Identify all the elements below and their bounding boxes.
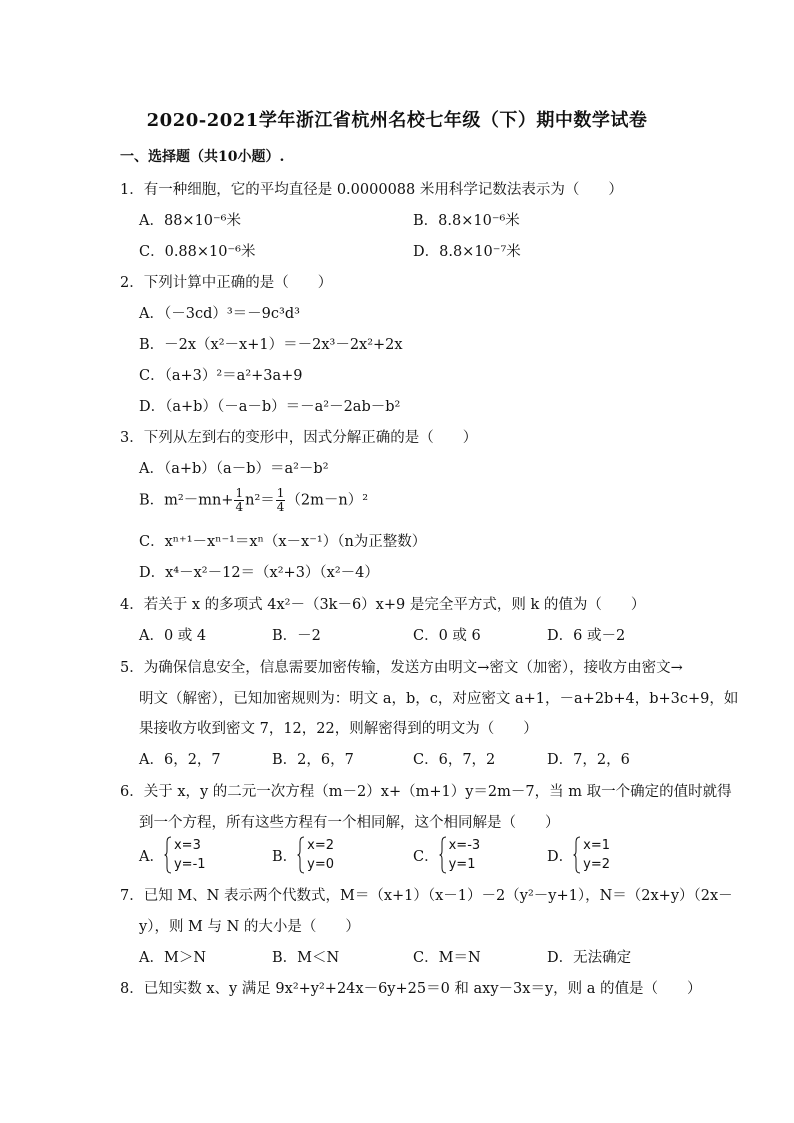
question-7-option-c: C．M＝N <box>413 950 481 966</box>
question-2-stem: 2．下列计算中正确的是（ ） <box>120 275 333 291</box>
equation-system: x=-3 y=1 <box>439 836 481 874</box>
question-3-option-b-part2: n²＝ <box>245 492 275 509</box>
question-3-option-c: C．xⁿ⁺¹－xⁿ⁻¹＝xⁿ（x－x⁻¹）（n为正整数） <box>139 534 427 550</box>
question-8-stem: 8．已知实数 x、y 满足 9x²+y²+24x－6y+25＝0 和 axy－3x＝y，则 a 的值是（ ） <box>120 981 702 997</box>
question-3-option-b-part3: （2m－n）² <box>286 492 369 509</box>
left-brace-icon <box>573 836 581 874</box>
question-6-line-2: 到一个方程，所有这些方程有一个相同解，这个相同解是（ ） <box>139 815 560 831</box>
question-6-option-d: D． x=1 y=2 <box>547 838 610 872</box>
exam-title: 2020-2021学年浙江省杭州名校七年级（下）期中数学试卷 <box>146 110 648 131</box>
question-2-option-b: B．－2x（x²－x+1）＝－2x³－2x²+2x <box>139 337 403 353</box>
equation-system: x=3 y=-1 <box>164 836 206 874</box>
question-4-stem: 4．若关于 x 的多项式 4x²－（3k－6）x+9 是完全平方式，则 k 的值为（ ） <box>120 597 646 613</box>
question-2-option-d: D．（a+b）（－a－b）＝－a²－2ab－b² <box>139 399 401 415</box>
question-1-option-b: B．8.8×10⁻⁶米 <box>413 213 520 229</box>
question-1-option-d: D．8.8×10⁻⁷米 <box>413 244 521 260</box>
question-7-line-2: y），则 M 与 N 的大小是（ ） <box>139 919 360 935</box>
question-6-option-a: A． x=3 y=-1 <box>139 838 206 872</box>
question-4-option-a: A．0 或 4 <box>139 628 207 644</box>
question-4-option-c: C．0 或 6 <box>413 628 481 644</box>
question-6-option-b: B． x=2 y=0 <box>272 838 335 872</box>
fraction-one-quarter: $\frac{1}{4}$ <box>235 486 244 514</box>
question-1-option-a: A．88×10⁻⁶米 <box>139 213 241 229</box>
question-3-option-b-part1: B．m²－mn+ <box>139 492 234 509</box>
question-5-line-2: 明文（解密），已知加密规则为：明文 a，b，c，对应密文 a+1，－a+2b+4，b+3c+9，如 <box>139 691 739 707</box>
question-7-option-d: D．无法确定 <box>547 950 632 966</box>
question-5-option-b: B．2，6，7 <box>272 752 354 768</box>
question-2-option-a: A．（－3cd）³＝－9c³d³ <box>139 306 300 322</box>
question-7-option-a: A．M＞N <box>139 950 207 966</box>
question-7-line-1: 7．已知 M、N 表示两个代数式，M＝（x+1）（x－1）－2（y²－y+1），N＝（2x+y）（2x－ <box>120 888 733 904</box>
question-5-option-d: D．7，2，6 <box>547 752 630 768</box>
question-3-option-a: A．（a+b）（a－b）＝a²－b² <box>139 461 329 477</box>
question-4-option-d: D．6 或－2 <box>547 628 626 644</box>
question-1-stem: 1．有一种细胞，它的平均直径是 0.0000088 米用科学记数法表示为（ ） <box>120 182 623 198</box>
fraction-one-quarter: $\frac{1}{4}$ <box>276 486 285 514</box>
question-6-option-c: C． x=-3 y=1 <box>413 838 481 872</box>
question-3-stem: 3．下列从左到右的变形中，因式分解正确的是（ ） <box>120 430 478 446</box>
equation-system: x=1 y=2 <box>573 836 610 874</box>
question-5-line-1: 5．为确保信息安全，信息需要加密传输，发送方由明文→密文（加密），接收方由密文→ <box>120 660 683 676</box>
question-3-option-d: D．x⁴－x²－12＝（x²+3）（x²－4） <box>139 565 379 581</box>
left-brace-icon <box>164 836 172 874</box>
question-3-option-b <box>139 487 368 514</box>
left-brace-icon <box>439 836 447 874</box>
question-4-option-b: B．－2 <box>272 628 321 644</box>
question-6-line-1: 6．关于 x，y 的二元一次方程（m－2）x+（m+1）y＝2m－7，当 m 取一个确定的值时就得 <box>120 784 732 800</box>
question-7-option-b: B．M＜N <box>272 950 340 966</box>
question-5-option-c: C．6，7，2 <box>413 752 496 768</box>
question-5-line-3: 果接收方收到密文 7，12，22，则解密得到的明文为（ ） <box>139 721 538 737</box>
question-5-option-a: A．6，2，7 <box>139 752 221 768</box>
equation-system: x=2 y=0 <box>297 836 334 874</box>
section-heading: 一、选择题（共10小题）. <box>120 149 285 165</box>
question-1-option-c: C．0.88×10⁻⁶米 <box>139 244 256 260</box>
left-brace-icon <box>297 836 305 874</box>
question-2-option-c: C．（a+3）²＝a²+3a+9 <box>139 368 303 384</box>
